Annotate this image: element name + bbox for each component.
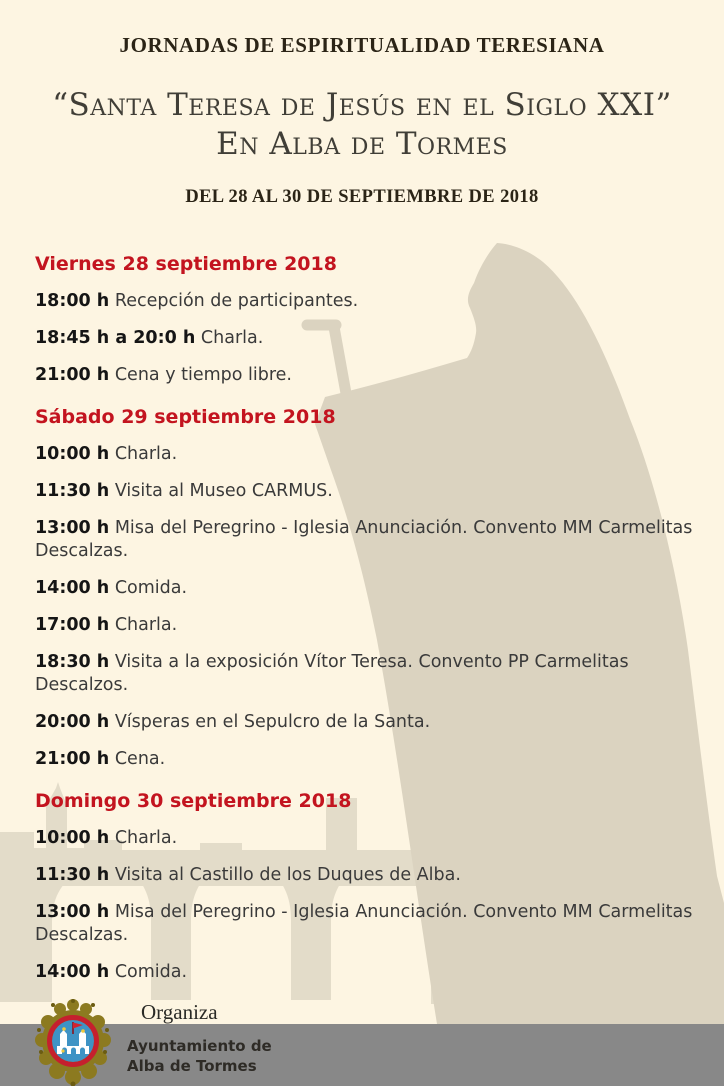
coat-of-arms-icon bbox=[33, 996, 113, 1086]
event-row bbox=[35, 614, 708, 637]
event-row bbox=[35, 827, 708, 850]
day-heading: Domingo 30 septiembre 2018 bbox=[35, 789, 708, 813]
organiza-label: Organiza bbox=[141, 1000, 272, 1024]
event-description: Visita al Museo CARMUS. bbox=[109, 481, 333, 501]
poster-title: JORNADAS DE ESPIRITUALIDAD TERESIANA bbox=[0, 32, 724, 58]
day-section bbox=[35, 252, 708, 387]
event-time: 17:00 h bbox=[35, 615, 109, 635]
date-range: DEL 28 AL 30 DE SEPTIEMBRE DE 2018 bbox=[0, 186, 724, 208]
event-description: Cena. bbox=[109, 749, 165, 769]
event-row bbox=[35, 748, 708, 771]
event-description: Misa del Peregrino - Iglesia Anunciación. Convento MM Carmelitas Descalzas. bbox=[35, 518, 692, 561]
day-heading: Viernes 28 septiembre 2018 bbox=[35, 252, 708, 276]
event-row bbox=[35, 517, 708, 563]
event-time: 13:00 h bbox=[35, 518, 109, 538]
subtitle-line-2: En Alba de Tormes bbox=[40, 125, 684, 164]
event-time: 18:45 h a 20:0 h bbox=[35, 328, 195, 348]
event-row bbox=[35, 961, 708, 984]
organizer-name-line-2: Alba de Tormes bbox=[127, 1056, 272, 1076]
event-time: 11:30 h bbox=[35, 481, 109, 501]
event-description: Vísperas en el Sepulcro de la Santa. bbox=[109, 712, 430, 732]
day-section bbox=[35, 789, 708, 984]
day-section bbox=[35, 405, 708, 771]
event-description: Charla. bbox=[109, 828, 177, 848]
event-row bbox=[35, 480, 708, 503]
event-description: Cena y tiempo libre. bbox=[109, 365, 292, 385]
event-description: Comida. bbox=[109, 578, 187, 598]
event-time: 11:30 h bbox=[35, 865, 109, 885]
organizer-name bbox=[127, 1036, 272, 1076]
event-description: Visita al Castillo de los Duques de Alba. bbox=[109, 865, 461, 885]
event-time: 18:00 h bbox=[35, 291, 109, 311]
event-description: Visita a la exposición Vítor Teresa. Convento PP Carmelitas Descalzos. bbox=[35, 652, 629, 695]
event-row bbox=[35, 711, 708, 734]
poster-subtitle bbox=[40, 86, 684, 164]
event-description: Misa del Peregrino - Iglesia Anunciación. Convento MM Carmelitas Descalzas. bbox=[35, 902, 692, 945]
event-time: 10:00 h bbox=[35, 444, 109, 464]
event-description: Comida. bbox=[109, 962, 187, 982]
event-row bbox=[35, 864, 708, 887]
subtitle-line-1: “Santa Teresa de Jesús en el Siglo XXI” bbox=[40, 86, 684, 125]
event-row bbox=[35, 577, 708, 600]
event-description: Charla. bbox=[109, 444, 177, 464]
day-heading: Sábado 29 septiembre 2018 bbox=[35, 405, 708, 429]
event-time: 14:00 h bbox=[35, 578, 109, 598]
event-row bbox=[35, 290, 708, 313]
event-time: 21:00 h bbox=[35, 749, 109, 769]
event-time: 14:00 h bbox=[35, 962, 109, 982]
event-time: 21:00 h bbox=[35, 365, 109, 385]
event-row bbox=[35, 651, 708, 697]
event-time: 20:00 h bbox=[35, 712, 109, 732]
event-description: Charla. bbox=[109, 615, 177, 635]
event-description: Recepción de participantes. bbox=[109, 291, 358, 311]
poster-header bbox=[0, 0, 724, 208]
organizer-footer bbox=[0, 996, 724, 1086]
event-description: Charla. bbox=[195, 328, 263, 348]
organizer-name-line-1: Ayuntamiento de bbox=[127, 1036, 272, 1056]
event-row bbox=[35, 327, 708, 350]
organizer-text bbox=[127, 996, 272, 1076]
event-time: 10:00 h bbox=[35, 828, 109, 848]
event-row bbox=[35, 364, 708, 387]
event-row bbox=[35, 443, 708, 466]
schedule bbox=[0, 252, 724, 984]
event-time: 13:00 h bbox=[35, 902, 109, 922]
event-time: 18:30 h bbox=[35, 652, 109, 672]
event-row bbox=[35, 901, 708, 947]
